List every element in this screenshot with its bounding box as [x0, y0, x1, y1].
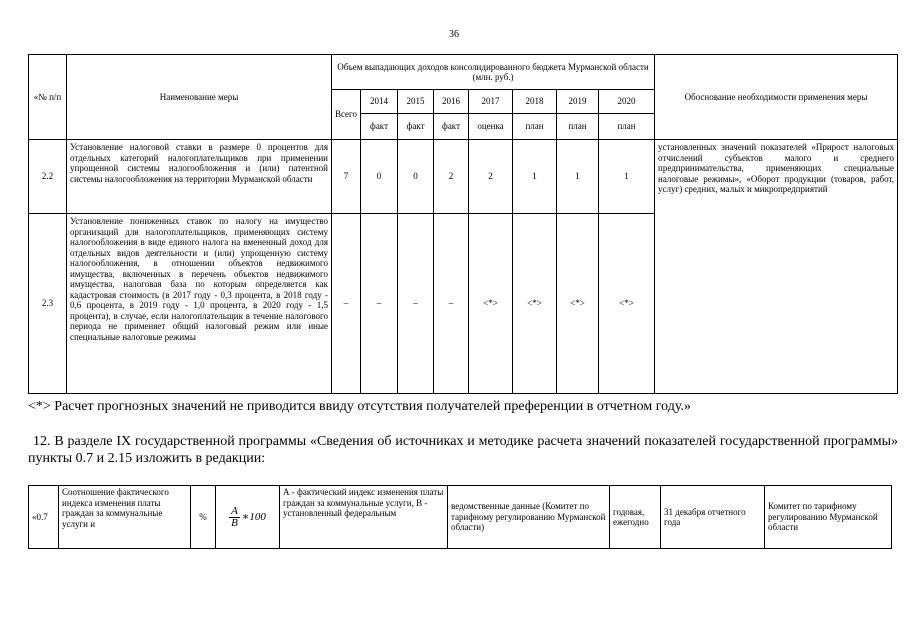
row-value: –	[434, 214, 469, 394]
indicator-source: ведомственные данные (Комитет по тарифному регулированию Мурманской области)	[448, 486, 610, 549]
page-number: 36	[449, 29, 459, 40]
header-type: факт	[398, 114, 434, 140]
row-value: <*>	[599, 214, 655, 394]
header-type: факт	[434, 114, 469, 140]
table-row	[29, 486, 892, 549]
table-row	[29, 140, 898, 214]
row-value: <*>	[513, 214, 557, 394]
header-year: 2019	[557, 90, 599, 114]
row-value: 0	[361, 140, 398, 214]
header-type: оценка	[469, 114, 513, 140]
header-type: факт	[361, 114, 398, 140]
indicator-date: 31 декабря отчетного года	[661, 486, 765, 549]
header-year: 2017	[469, 90, 513, 114]
indicator-name: Соотношение фактического индекса изменения платы граждан за коммунальные услуги и	[59, 486, 191, 549]
row-value: –	[361, 214, 398, 394]
row-name: Установление пониженных ставок по налогу на имущество организаций для налогоплательщиков, применяющих систему налогообложения в виде единого налога на вмененный доход для отдельных видов деятельности и (или) упрощенную систему налогообложения, в отношении объектов недвижимого имущества, включенных в перечень объектов недвижимого имущества, налоговая база по которым определяется как кадастровая стоимость (в 2017 году - 0,3 процента, в 2018 году - 0,6 процента, в 2019 году - 1,0 процента, в 2020 году - 1,5 процента), в случае, если налогоплательщик в течение налогового периода не применяет общий налоговый режим или иные специальные налоговые режимы	[67, 214, 332, 394]
footnote: <*> Расчет прогнозных значений не приводится ввиду отсутствия получателей преференции в отчетном году.»	[28, 399, 691, 414]
row-basis: установленных значений показателей «Прирост налоговых отчислений субъектов малого и среднего предпринимательства, применяющих специальные налоговые режимы», «Оборот продукции (товаров, работ, услуг) средних, малых и микропредприятий	[655, 140, 898, 394]
row-value: 2	[469, 140, 513, 214]
indicator-description: А - фактический индекс изменения платы граждан за коммунальные услуги, В - установленный федеральным	[280, 486, 448, 549]
row-value: 0	[398, 140, 434, 214]
row-value: 1	[513, 140, 557, 214]
row-value: 2	[434, 140, 469, 214]
row-value: <*>	[469, 214, 513, 394]
row-num: 2.3	[29, 214, 67, 394]
header-num: «№ п/п	[29, 55, 67, 140]
row-value: 1	[599, 140, 655, 214]
indicator-table	[28, 485, 892, 549]
header-year: 2015	[398, 90, 434, 114]
row-total: 7	[332, 140, 361, 214]
header-type: план	[599, 114, 655, 140]
header-total: Всего	[332, 90, 361, 140]
header-group: Объем выпадающих доходов консолидированного бюджета Мурманской области (млн. руб.)	[332, 55, 655, 90]
row-value: –	[398, 214, 434, 394]
header-type: план	[513, 114, 557, 140]
formula-numerator: A	[231, 505, 238, 517]
header-year: 2018	[513, 90, 557, 114]
header-basis: Обоснование необходимости применения меры	[655, 55, 898, 140]
row-value: <*>	[557, 214, 599, 394]
amendment-paragraph: 12. В разделе IX государственной программы «Сведения об источниках и методике расчета значений показателей государственной программы» пункты 0.7 и 2.15 изложить в редакции:	[28, 434, 898, 466]
indicator-period: годовая, ежегодно	[610, 486, 661, 549]
indicator-responsible: Комитет по тарифному регулированию Мурманской области	[765, 486, 892, 549]
row-num: 2.2	[29, 140, 67, 214]
header-type: план	[557, 114, 599, 140]
indicator-formula	[216, 486, 280, 549]
header-year: 2016	[434, 90, 469, 114]
header-year: 2020	[599, 90, 655, 114]
row-total: –	[332, 214, 361, 394]
tax-measures-table	[28, 54, 898, 394]
formula-multiplier: ∗100	[241, 510, 266, 523]
header-year: 2014	[361, 90, 398, 114]
indicator-unit: %	[191, 486, 216, 549]
row-value: 1	[557, 140, 599, 214]
header-name: Наименование меры	[67, 55, 332, 140]
formula-denominator: B	[231, 516, 238, 529]
row-name: Установление налоговой ставки в размере 0 процентов для отдельных категорий налогоплательщиков при применении упрощенной системы налогообложения и (или) патентной системы налогообложения на территории Мурманской области	[67, 140, 332, 214]
indicator-num: «0.7	[29, 486, 59, 549]
